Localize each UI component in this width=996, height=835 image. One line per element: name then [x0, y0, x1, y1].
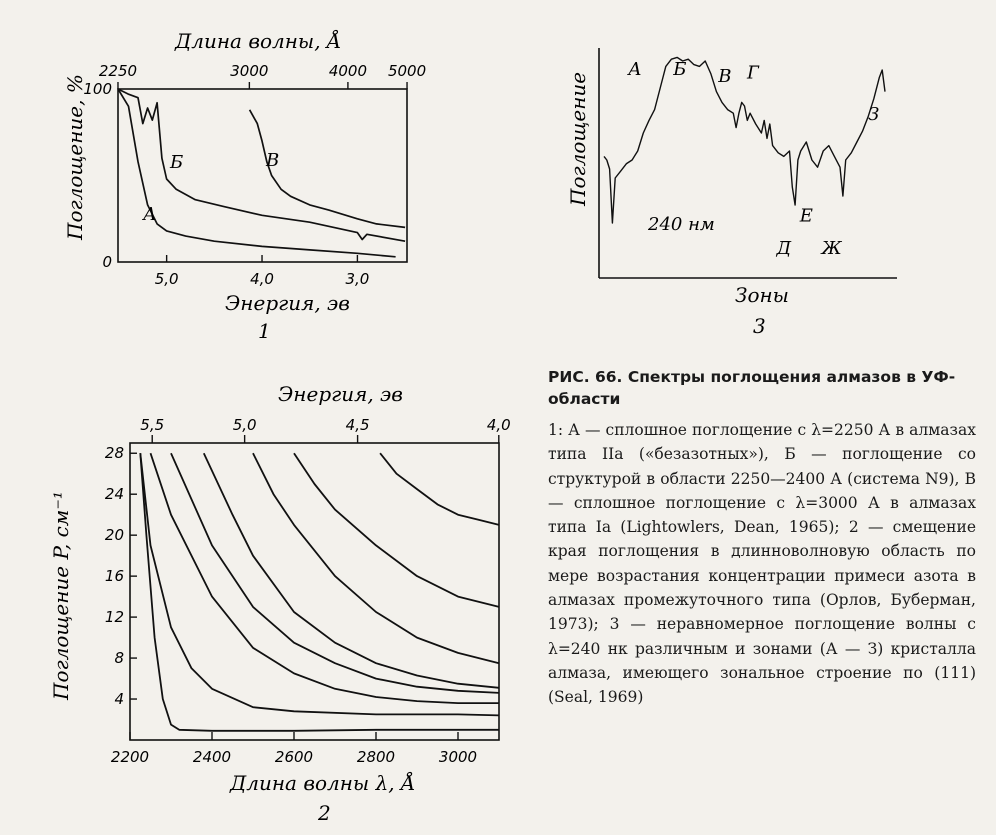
panel1-y-tick-label: 100	[83, 80, 112, 98]
panel3-trace-line	[604, 57, 885, 223]
panel2-y-tick-label: 28	[104, 444, 124, 463]
panel1-label-A: А	[143, 204, 157, 225]
panel3-annotation: 240 нм	[648, 214, 715, 235]
panel1-top-tick-label: 5000	[387, 62, 427, 80]
panel2-y-tick-label: 12	[104, 608, 124, 627]
panel3-zone-label: Е	[799, 205, 813, 227]
panel2-x-tick-label: 2400	[192, 748, 232, 766]
panel1-top-tick-label: 3000	[230, 62, 269, 80]
chart-panel-1	[63, 28, 426, 343]
panel1-top-tick-label: 4000	[328, 62, 368, 80]
panel3-x-axis-title: Зоны	[735, 283, 789, 307]
panel1-top-axis-title: Длина волны, Å	[175, 29, 342, 53]
chart-panel-3	[566, 48, 897, 338]
panel2-x-tick-label: 3000	[438, 748, 478, 766]
panel2-x-tick-label: 2600	[274, 748, 314, 766]
panel2-series-line	[140, 453, 499, 715]
panel3-zone-label: Д	[776, 238, 792, 259]
panel1-top-tick-label: 2250	[98, 62, 138, 80]
panel1-label-V: В	[266, 150, 280, 171]
panel2-y-tick-label: 16	[104, 567, 124, 586]
panel3-zone-label: Ж	[821, 238, 842, 259]
caption-body: 1: А — сплошное поглощение с λ=2250 А в алмазах типа IIa («безазотных»), Б — поглощение со структурой в области 2250—2400 А (система N9), В — сплошное поглощение с λ=3000 А в алмазах типа Ia (Lightowlers, Dean, 1965); 2 — смещение края поглощения в длинноволновую область по мере возрастания концентрации примеси азота в алмазах промежуточного типа (Орлов, Буберман, 1973); 3 — неравномерное поглощение волны с λ=240 нк различным и зонами (А — З) кристалла алмаза, имеющего зональное строение по (111) (Seal, 1969)	[548, 421, 976, 707]
panel3-zone-label: З	[868, 103, 880, 125]
panel3-zone-label: Г	[746, 62, 759, 84]
caption-title: РИС. 66. Спектры поглощения алмазов в УФ-области	[548, 368, 956, 408]
panel2-y-tick-label: 20	[104, 526, 124, 545]
panel1-x-tick-label: 5,0	[154, 270, 179, 288]
panel2-series-line	[380, 453, 499, 525]
panel3-y-axis-title: Поглощение	[566, 71, 590, 206]
panel2-number: 2	[318, 801, 331, 825]
panel2-top-tick-label: 4,5	[345, 416, 370, 434]
panel3-zone-label: Б	[673, 58, 687, 80]
panel1-number: 1	[258, 319, 271, 343]
panel2-series-line	[253, 453, 499, 663]
panel2-x-tick-label: 2200	[110, 748, 150, 766]
panel1-x-tick-label: 3,0	[345, 270, 370, 288]
panel2-y-tick-label: 8	[114, 649, 124, 668]
panel1-y-axis-title: Поглощение, %	[63, 74, 87, 240]
panel2-y-tick-label: 4	[114, 690, 124, 709]
panel1-label-B: Б	[170, 152, 184, 173]
panel1-x-tick-label: 4,0	[250, 270, 274, 288]
figure-caption	[548, 366, 976, 710]
panel2-series-line	[294, 453, 499, 607]
panel3-number: 3	[753, 314, 766, 338]
panel2-top-axis-title: Энергия, эв	[278, 382, 403, 406]
panel3-zone-label: В	[718, 66, 732, 87]
panel1-frame	[118, 89, 407, 262]
panel2-x-axis-title: Длина волны λ, Å	[230, 771, 416, 795]
panel2-x-tick-label: 2800	[356, 748, 396, 766]
chart-panel-2	[49, 382, 511, 825]
panel1-x-axis-title: Энергия, эв	[225, 291, 350, 315]
panel2-top-tick-label: 5,5	[140, 416, 165, 434]
panel2-top-tick-label: 4,0	[486, 416, 511, 434]
panel2-series-line	[151, 453, 500, 703]
panel3-zone-label: А	[628, 58, 642, 80]
panel1-y-tick-label: 0	[102, 253, 112, 271]
panel2-y-axis-title: Поглощение P, см⁻¹	[49, 491, 73, 700]
panel1-series-line	[118, 89, 405, 241]
panel2-top-tick-label: 5,0	[232, 416, 257, 434]
panel2-y-tick-label: 24	[104, 485, 124, 504]
